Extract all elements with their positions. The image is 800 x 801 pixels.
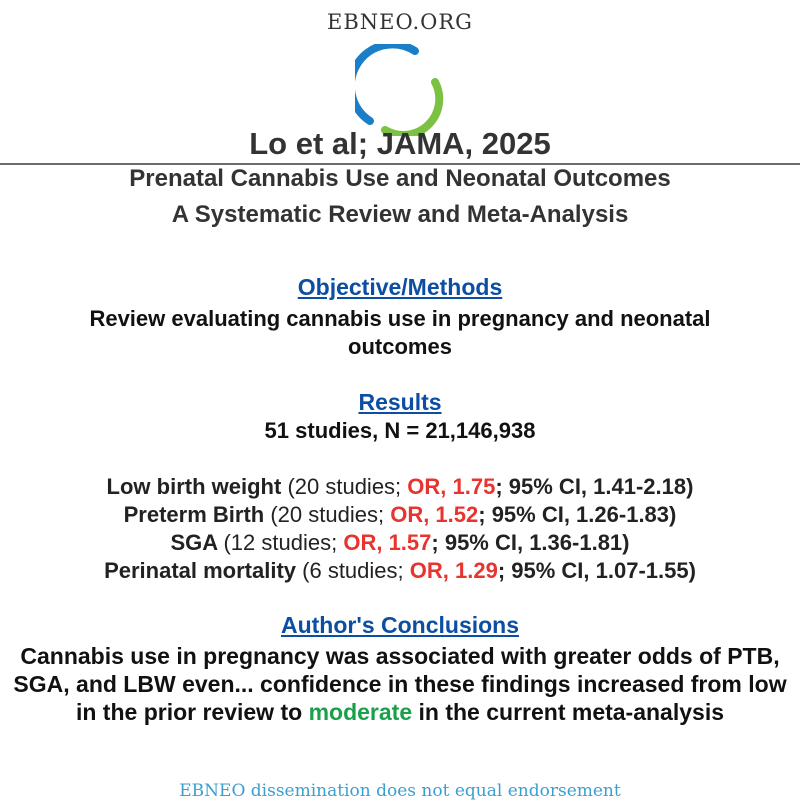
objective-line-2: outcomes <box>348 334 452 359</box>
result-label: Perinatal mortality <box>104 558 297 583</box>
result-low-birth-weight <box>0 474 800 500</box>
result-ci: ; 95% CI, 1.36-1.81) <box>431 530 630 555</box>
site-name: EBNEO.ORG <box>327 10 473 34</box>
result-odds-ratio: OR, 1.52 <box>390 502 479 527</box>
objective-heading: Objective/Methods <box>297 274 503 300</box>
conclusion-line-2: SGA, and LBW even... confidence in these findings increased from low <box>13 671 787 697</box>
result-odds-ratio: OR, 1.75 <box>407 474 496 499</box>
result-studies: (20 studies; <box>270 502 385 527</box>
objective-line-1: Review evaluating cannabis use in pregnancy and neonatal <box>89 306 711 331</box>
logo-blue-arc <box>355 44 415 121</box>
conclusion-line-3-start: in the prior review to <box>75 699 309 725</box>
result-label: Low birth weight <box>106 474 282 499</box>
result-perinatal-mortality <box>0 558 800 584</box>
paper-title-line-1: Prenatal Cannabis Use and Neonatal Outcomes <box>129 165 671 192</box>
ebneo-logo <box>355 44 447 136</box>
result-preterm-birth <box>0 502 800 528</box>
confidence-highlight: moderate <box>308 699 413 725</box>
results-summary: 51 studies, N = 21,146,938 <box>264 418 536 443</box>
result-studies: (12 studies; <box>223 530 338 555</box>
result-ci: ; 95% CI, 1.07-1.55) <box>497 558 696 583</box>
result-studies: (20 studies; <box>287 474 402 499</box>
conclusion-line-1: Cannabis use in pregnancy was associated with greater odds of PTB, <box>20 643 780 669</box>
result-studies: (6 studies; <box>302 558 404 583</box>
paper-title-line-2: A Systematic Review and Meta-Analysis <box>171 201 629 228</box>
result-odds-ratio: OR, 1.29 <box>409 558 498 583</box>
result-ci: ; 95% CI, 1.41-2.18) <box>495 474 694 499</box>
result-odds-ratio: OR, 1.57 <box>343 530 432 555</box>
result-label: SGA <box>170 530 218 555</box>
result-sga <box>0 530 800 556</box>
result-label: Preterm Birth <box>123 502 265 527</box>
disclaimer: EBNEO dissemination does not equal endorsement <box>179 781 621 801</box>
conclusion-line-3 <box>0 699 800 726</box>
citation: Lo et al; JAMA, 2025 <box>249 126 551 161</box>
result-ci: ; 95% CI, 1.26-1.83) <box>478 502 677 527</box>
results-heading: Results <box>358 389 442 415</box>
conclusions-heading: Author's Conclusions <box>280 612 520 638</box>
conclusion-line-3-end: in the current meta-analysis <box>412 699 725 725</box>
